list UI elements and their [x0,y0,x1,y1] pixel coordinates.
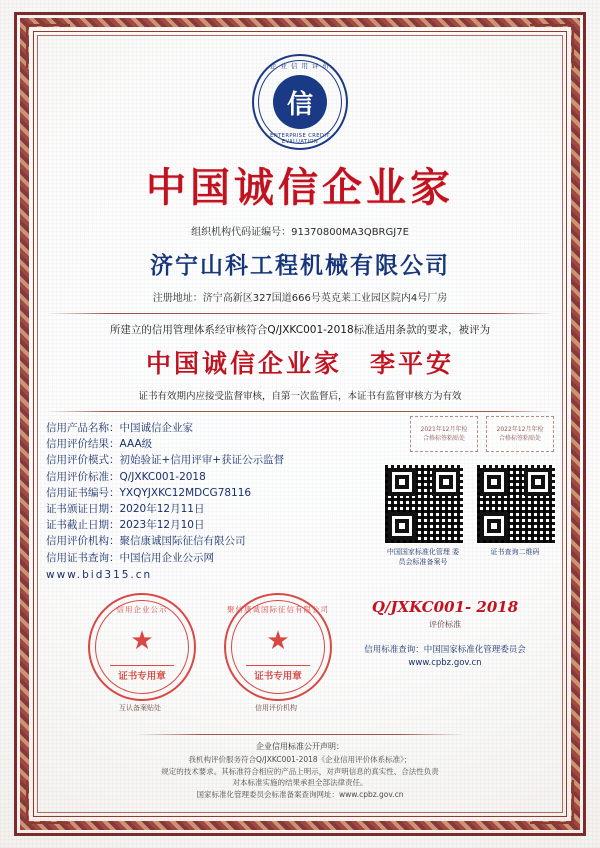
detail-value: Q/JXKC001-2018 [119,470,206,483]
seal-arc-text: 信用企业公示 [116,605,168,615]
footer-line: 我机构评价服务符合Q/JXKC001-2018《企业信用评价体系标准》； [188,755,412,764]
detail-value: 中国信用企业公示网 [119,551,214,564]
qr-caption: 证书查询二维码 [490,548,540,556]
divider-mid [46,411,554,412]
annual-inspection-stamp-boxes [410,416,554,452]
stamp-box-line1: 2022年12月年检 [496,426,544,433]
detail-value: 聚信康诚国际征信有限公司 [119,535,246,548]
standard-query-line1: 信用标准查询：中国国家标准化管理委员会 [364,645,526,656]
certificate-content [46,44,554,804]
detail-label: 信用证书编号： [46,486,120,499]
seal-credit-enterprise [88,593,196,701]
detail-value: AAA级 [119,438,153,451]
honor-title-line: 中国诚信企业家 李平安 [145,349,454,378]
seal-caption: 信用评价机构 [255,704,297,713]
stamp-box-line1: 2021年12月年检 [420,426,468,433]
qr-code-certificate-query-icon[interactable] [476,464,556,544]
seal-bottom-text: 证书专用章 [246,665,310,682]
qr-item-standard-filing [384,464,462,567]
standard-code: Q/JXKC001- 2018 [371,598,519,617]
stamp-box-line2: 合格标签粘贴处 [422,435,465,442]
stamp-box [486,416,554,452]
qr-item-certificate-query [476,464,554,567]
footer-divider [135,734,465,735]
stamp-box [410,416,478,452]
footer-line: 对本标准实施的结果承担全部法律责任。 [232,778,368,787]
seals-section [46,593,554,713]
detail-label: 证书颁证日期： [46,503,120,516]
footer-line: 规定的技术要求。其标准符合相应的产品上明示，对声明信息的真实性、合法性负责 [161,766,439,776]
validity-note: 证书有效期内应接受监督审核，自第一次监督后，本证书有监督审核方为有效 [138,391,462,402]
detail-label: 信用评价模式： [46,454,120,467]
emblem-bottom-text: ENTERPRISE CREDIT EVALUATION [270,133,330,145]
footer-title: 企业信用标准公开声明： [256,741,344,751]
detail-label: 信用证书查询： [46,551,120,564]
emblem-wrapper [46,54,554,150]
credit-evaluation-emblem-icon [252,54,348,150]
detail-value: 2020年12月11日 [119,503,205,516]
standard-query-line2[interactable]: www.cpbz.gov.cn [408,658,482,669]
emblem-top-text: 企 业 信 用 评 价 [269,62,331,70]
footer-line: 国家标准化管理委员会标准备案查询网址：www.cpbz.gov.cn [196,789,404,799]
detail-label: 证书截止日期： [46,519,120,532]
detail-label: 信用评价机构： [46,535,120,548]
seal-star-icon: ★ [266,625,290,656]
qr-code-standard-filing-icon[interactable] [384,464,464,544]
seal-bottom-text: 证书专用章 [110,665,174,682]
standard-code-caption: 评价标准 [429,620,461,630]
standard-code-block [336,599,554,669]
seal-caption: 互认备案贴处 [119,704,161,713]
company-name: 济宁山科工程机械有限公司 [150,252,450,279]
seal-star-icon: ★ [130,625,154,656]
organization-code-line: 组织机构代码证编号：91370800MA3QBRGJ7E [191,227,409,238]
seal-arc-text: 聚信康诚国际征信有限公司 [227,605,329,615]
registered-address: 注册地址：济宁高新区327国道666号英克莱工业园区院内4号厂房 [152,293,448,304]
divider-top [46,313,554,314]
detail-label: 信用评价结果： [46,438,120,451]
detail-label: 信用产品名称： [46,422,120,434]
qr-code-area [384,464,554,567]
detail-label: 信用评价标准： [46,470,120,483]
standard-compliance-line: 所建立的信用管理体系经审核符合Q/JXKC001-2018标准适用条款的要求，被评为 [109,324,491,336]
footer-declaration [46,729,554,801]
detail-value: 2023年12月10日 [119,519,205,532]
certificate-title: 中国诚信企业家 [146,164,454,211]
seal-evaluation-agency [224,593,332,701]
detail-value: YXQYJXKC12MDCG78116 [119,486,252,499]
qr-caption: 中国国家标准化管理 委员会标准备案号 [386,548,460,566]
query-website-link[interactable]: www.bid315.cn [46,568,153,581]
detail-value: 初始验证+信用评审+获证公示监督 [119,454,285,467]
emblem-center-glyph: 信 [273,75,327,129]
stamp-box-line2: 合格标签粘贴处 [498,435,541,442]
detail-value: 中国诚信企业家 [119,422,193,434]
details-section [46,420,554,583]
